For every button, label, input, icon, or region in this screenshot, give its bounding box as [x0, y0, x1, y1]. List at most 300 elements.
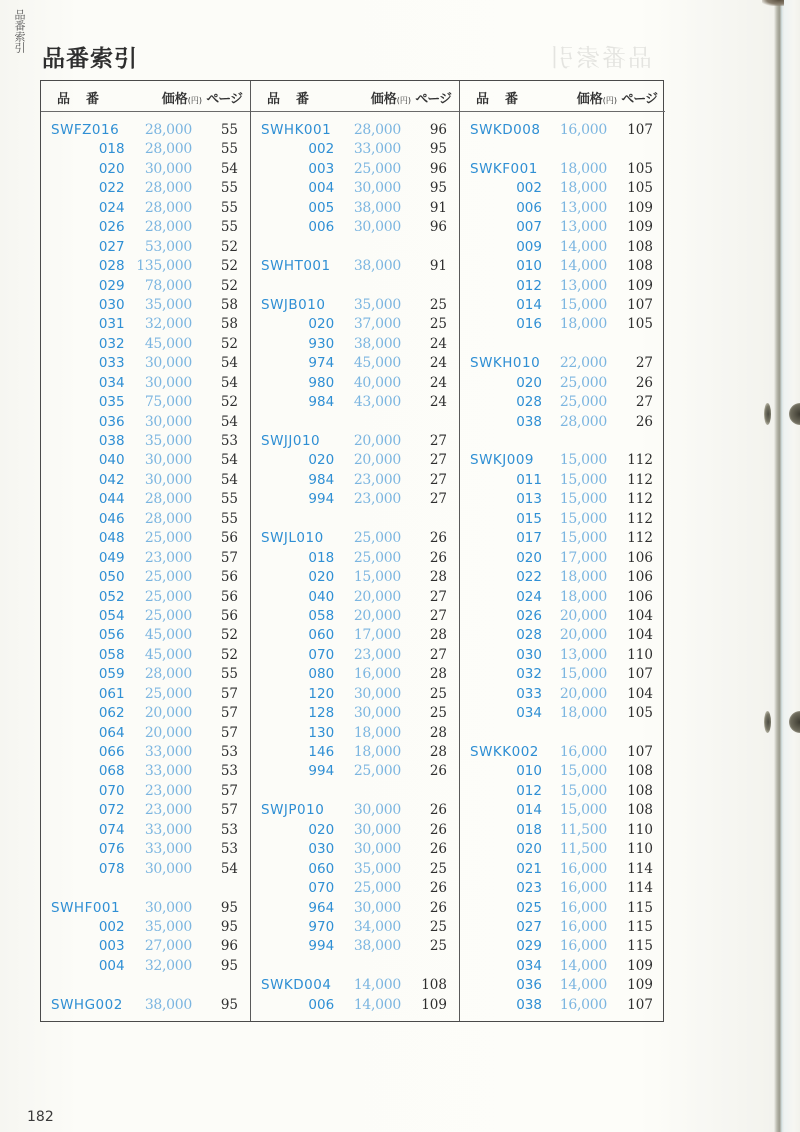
price: 25,000: [353, 549, 401, 566]
table-row: [41, 685, 250, 704]
part-number-suffix: 002: [516, 180, 542, 197]
price: 38,000: [353, 335, 401, 352]
part-number-suffix: 025: [516, 899, 542, 916]
page-reference: 56: [220, 530, 238, 547]
page-reference: 25: [429, 918, 447, 935]
page-reference: 56: [220, 607, 238, 624]
price: 23,000: [144, 782, 192, 799]
part-number-suffix: 033: [516, 685, 542, 702]
price: 14,000: [559, 957, 607, 974]
page-reference: 107: [627, 296, 653, 313]
part-number-suffix: 032: [516, 666, 542, 683]
table-row: [251, 762, 459, 781]
price: 15,000: [353, 569, 401, 586]
part-number-suffix: 066: [98, 744, 125, 760]
page-reference: 27: [429, 646, 447, 663]
part-number-suffix: 003: [98, 938, 125, 955]
page-reference: 27: [429, 433, 447, 449]
page-reference: 52: [220, 335, 238, 352]
price: 34,000: [353, 918, 401, 935]
page-reference: 109: [627, 977, 653, 994]
price: 20,000: [353, 607, 401, 624]
part-number-full: SWKD008: [470, 122, 541, 138]
page-reference: 107: [627, 996, 653, 1013]
page-reference: 27: [635, 394, 653, 411]
price: 14,000: [353, 977, 401, 994]
part-number-suffix: 002: [308, 141, 335, 158]
page-reference: 105: [627, 160, 653, 177]
page-reference: 95: [220, 996, 238, 1013]
binder-hole-icon: [764, 403, 771, 425]
page-reference: 52: [220, 238, 238, 255]
price: 30,000: [144, 471, 192, 488]
price: 22,000: [559, 355, 607, 372]
table-row: [460, 393, 665, 412]
part-number-suffix: 033: [98, 355, 125, 372]
price: 25,000: [144, 530, 192, 547]
blank-row: [41, 879, 250, 898]
table-row: [251, 976, 459, 995]
price: 45,000: [144, 627, 192, 644]
table-row: [41, 296, 250, 315]
page-reference: 107: [627, 744, 653, 760]
table-row: [251, 179, 459, 198]
price: 135,000: [136, 258, 192, 275]
blank-row: [460, 724, 665, 743]
table-row: [41, 277, 250, 296]
price: 28,000: [559, 413, 607, 430]
table-row: [460, 665, 665, 684]
part-number-suffix: 068: [98, 763, 125, 780]
page-reference: 26: [429, 821, 447, 838]
part-number-full: SWKK002: [470, 744, 539, 760]
table-row: [460, 937, 665, 956]
table-row: [41, 762, 250, 781]
page-reference: 54: [220, 160, 238, 177]
price: 16,000: [559, 996, 607, 1013]
page-reference: 26: [429, 763, 447, 780]
part-number-suffix: 984: [308, 394, 335, 411]
page-reference: 25: [429, 860, 447, 877]
part-number-suffix: 022: [98, 180, 125, 197]
table-row: [41, 568, 250, 587]
table-row: [460, 840, 665, 859]
table-row: [251, 801, 459, 820]
price: 16,000: [559, 744, 607, 760]
page-reference: 53: [220, 821, 238, 838]
page-reference: 25: [429, 685, 447, 702]
price: 32,000: [144, 316, 192, 333]
page-reference: 95: [429, 141, 447, 158]
part-number-suffix: 146: [308, 744, 335, 760]
page-reference: 27: [429, 491, 447, 508]
part-number-suffix: 034: [98, 374, 125, 391]
row-list: [251, 121, 459, 1015]
next-page-edge: [784, 0, 800, 1132]
table-row: [41, 588, 250, 607]
page-reference: 53: [220, 433, 238, 449]
page-reference: 57: [220, 685, 238, 702]
column-header: [460, 81, 665, 112]
table-row: [251, 471, 459, 490]
table-row: [460, 160, 665, 179]
part-number-suffix: 070: [98, 782, 125, 799]
page-reference: 26: [429, 802, 447, 819]
page-reference: 55: [220, 180, 238, 197]
table-row: [251, 918, 459, 937]
part-number-full: SWJJ010: [261, 433, 321, 449]
table-row: [251, 840, 459, 859]
table-row: [41, 899, 250, 918]
price: 14,000: [559, 258, 607, 275]
price: 18,000: [559, 160, 607, 177]
page-reference: 28: [429, 569, 447, 586]
page-reference: 104: [627, 627, 653, 644]
table-row: [251, 568, 459, 587]
price: 20,000: [559, 607, 607, 624]
table-row: [460, 860, 665, 879]
column-header: [251, 81, 459, 112]
page-reference: 105: [627, 180, 653, 197]
part-number-suffix: 027: [516, 918, 542, 935]
page-reference: 110: [627, 841, 653, 858]
table-row: [41, 724, 250, 743]
index-column-2: [250, 81, 459, 1021]
part-number-suffix: 070: [308, 880, 335, 897]
part-number-full: SWHF001: [51, 899, 121, 916]
page-reference: 114: [627, 880, 653, 897]
part-number-suffix: 030: [308, 841, 335, 858]
part-number-suffix: 994: [308, 938, 335, 955]
page-reference: 28: [429, 627, 447, 644]
page-reference: 26: [635, 413, 653, 430]
price: 15,000: [559, 452, 607, 469]
price: 16,000: [559, 938, 607, 955]
page-reference: 58: [220, 316, 238, 333]
table-row: [41, 238, 250, 257]
blank-row: [251, 238, 459, 257]
page-reference: 56: [220, 569, 238, 586]
price: 32,000: [144, 957, 192, 974]
price: 25,000: [559, 374, 607, 391]
table-row: [41, 218, 250, 237]
price: 30,000: [353, 899, 401, 916]
price: 15,000: [559, 296, 607, 313]
price: 35,000: [144, 433, 192, 449]
part-number-suffix: 020: [516, 841, 542, 858]
table-row: [460, 801, 665, 820]
page-reference: 110: [627, 821, 653, 838]
price: 11,500: [559, 821, 607, 838]
part-number-suffix: 970: [308, 918, 335, 935]
table-row: [251, 646, 459, 665]
price: 28,000: [144, 666, 192, 683]
table-row: [41, 490, 250, 509]
part-number-suffix: 006: [308, 996, 335, 1013]
part-number-suffix: 074: [98, 821, 125, 838]
page-reference: 108: [627, 802, 653, 819]
part-number-suffix: 078: [98, 860, 125, 877]
price: 25,000: [353, 160, 401, 177]
binder-spine: [774, 0, 784, 1132]
page-reference: 104: [627, 607, 653, 624]
table-row: [460, 510, 665, 529]
page-reference: 54: [220, 860, 238, 877]
part-number-full: SWKF001: [470, 160, 538, 177]
page-reference: 25: [429, 316, 447, 333]
price: 30,000: [144, 860, 192, 877]
part-number-suffix: 060: [308, 627, 335, 644]
table-row: [251, 937, 459, 956]
binder-hole-icon: [764, 711, 771, 733]
part-number-full: SWFZ016: [51, 122, 120, 138]
page-reference: 55: [220, 510, 238, 527]
page-reference: 54: [220, 413, 238, 430]
table-row: [41, 840, 250, 859]
page-reference: 25: [429, 296, 447, 313]
part-number-suffix: 020: [308, 821, 335, 838]
table-row: [251, 432, 459, 451]
table-row: [41, 607, 250, 626]
page-reference: 26: [635, 374, 653, 391]
part-number-suffix: 052: [98, 588, 125, 605]
part-number-suffix: 029: [98, 277, 125, 294]
part-number-full: SWJP010: [261, 802, 325, 819]
price: 20,000: [353, 452, 401, 469]
table-row: [41, 996, 250, 1015]
price: 20,000: [144, 705, 192, 722]
part-number-suffix: 005: [308, 199, 335, 216]
page-reference: 91: [429, 258, 447, 275]
page-reference: 58: [220, 296, 238, 313]
part-number-suffix: 038: [516, 996, 542, 1013]
table-row: [251, 393, 459, 412]
header-price: 価格(円): [576, 92, 617, 107]
table-row: [41, 335, 250, 354]
page-reference: 27: [429, 588, 447, 605]
page-reference: 109: [627, 199, 653, 216]
price: 15,000: [559, 471, 607, 488]
page-reference: 107: [627, 122, 653, 138]
blank-row: [251, 277, 459, 296]
price: 16,000: [559, 899, 607, 916]
part-number-suffix: 050: [98, 569, 125, 586]
page-reference: 57: [220, 549, 238, 566]
part-number-suffix: 014: [516, 296, 542, 313]
table-row: [251, 743, 459, 762]
page-reference: 114: [627, 860, 653, 877]
price: 35,000: [144, 296, 192, 313]
table-row: [41, 646, 250, 665]
table-row: [41, 354, 250, 373]
part-number-suffix: 030: [98, 296, 125, 313]
part-number-suffix: 984: [308, 471, 335, 488]
part-number-suffix: 018: [98, 141, 125, 158]
table-row: [41, 860, 250, 879]
table-row: [251, 860, 459, 879]
page-reference: 26: [429, 549, 447, 566]
table-row: [251, 685, 459, 704]
table-row: [251, 704, 459, 723]
part-number-suffix: 058: [98, 646, 125, 663]
part-number-suffix: 006: [308, 219, 335, 236]
table-row: [41, 374, 250, 393]
price: 23,000: [353, 646, 401, 663]
part-number-suffix: 044: [98, 491, 125, 508]
table-row: [41, 160, 250, 179]
part-number-full: SWKD004: [261, 977, 332, 994]
price: 15,000: [559, 802, 607, 819]
table-row: [460, 179, 665, 198]
price: 18,000: [559, 180, 607, 197]
table-row: [460, 490, 665, 509]
page-reference: 109: [627, 277, 653, 294]
part-number-suffix: 048: [98, 530, 125, 547]
table-row: [460, 218, 665, 237]
part-number-suffix: 026: [98, 219, 125, 236]
price: 38,000: [353, 258, 401, 275]
table-row: [41, 704, 250, 723]
page-reference: 53: [220, 744, 238, 760]
table-row: [460, 568, 665, 587]
table-row: [460, 743, 665, 762]
page-reference: 27: [635, 355, 653, 372]
table-row: [460, 976, 665, 995]
header-price: 価格(円): [370, 92, 411, 107]
page-reference: 52: [220, 258, 238, 275]
table-row: [41, 529, 250, 548]
price: 30,000: [144, 374, 192, 391]
table-row: [460, 782, 665, 801]
part-number-suffix: 058: [308, 607, 335, 624]
header-page: ページ: [621, 92, 657, 107]
page-reference: 106: [627, 569, 653, 586]
page-reference: 108: [421, 977, 447, 994]
part-number-suffix: 002: [98, 918, 125, 935]
part-number-suffix: 009: [516, 238, 542, 255]
part-number-suffix: 036: [98, 413, 125, 430]
price: 25,000: [144, 685, 192, 702]
price: 33,000: [144, 763, 192, 780]
price: 30,000: [144, 413, 192, 430]
page-reference: 112: [627, 491, 653, 508]
part-number-suffix: 027: [98, 238, 125, 255]
table-row: [460, 529, 665, 548]
blank-row: [460, 432, 665, 451]
price: 30,000: [144, 452, 192, 469]
price: 33,000: [144, 841, 192, 858]
price: 28,000: [353, 122, 401, 138]
table-row: [460, 588, 665, 607]
row-list: [41, 121, 250, 1015]
table-row: [251, 549, 459, 568]
table-row: [251, 879, 459, 898]
price: 20,000: [559, 685, 607, 702]
part-number-suffix: 024: [516, 588, 542, 605]
price: 23,000: [144, 549, 192, 566]
price: 30,000: [144, 355, 192, 372]
price: 30,000: [353, 705, 401, 722]
price: 30,000: [353, 685, 401, 702]
price: 25,000: [144, 569, 192, 586]
price: 25,000: [353, 530, 401, 547]
part-number-suffix: 028: [98, 258, 125, 275]
page-reference: 26: [429, 841, 447, 858]
table-row: [41, 549, 250, 568]
part-number-suffix: 026: [516, 607, 542, 624]
table-row: [41, 140, 250, 159]
part-number-suffix: 994: [308, 763, 335, 780]
header-part-number: 品番: [57, 92, 116, 107]
table-row: [460, 354, 665, 373]
price: 45,000: [144, 646, 192, 663]
page-reference: 26: [429, 880, 447, 897]
price: 14,000: [559, 977, 607, 994]
table-row: [251, 821, 459, 840]
table-row: [251, 626, 459, 645]
table-row: [41, 432, 250, 451]
part-number-full: SWHT001: [261, 258, 331, 275]
table-row: [460, 374, 665, 393]
part-number-suffix: 032: [98, 335, 125, 352]
part-number-suffix: 076: [98, 841, 125, 858]
page-reference: 24: [429, 335, 447, 352]
header-part-number: 品番: [267, 92, 326, 107]
table-row: [251, 160, 459, 179]
page-reference: 106: [627, 549, 653, 566]
part-number-suffix: 010: [516, 258, 542, 275]
table-row: [460, 996, 665, 1015]
page-reference: 55: [220, 141, 238, 158]
part-number-suffix: 020: [516, 549, 542, 566]
page-reference: 108: [627, 782, 653, 799]
part-number-suffix: 029: [516, 938, 542, 955]
price: 15,000: [559, 666, 607, 683]
page-reference: 115: [627, 918, 653, 935]
price: 25,000: [144, 607, 192, 624]
index-column-1: [41, 81, 250, 1021]
price: 20,000: [353, 433, 401, 449]
page-reference: 108: [627, 258, 653, 275]
table-row: [41, 957, 250, 976]
show-through-title: 品番索引: [548, 44, 652, 72]
table-row: [251, 315, 459, 334]
page-reference: 112: [627, 510, 653, 527]
table-row: [460, 646, 665, 665]
blank-row: [460, 140, 665, 159]
part-number-suffix: 020: [516, 374, 542, 391]
part-number-suffix: 128: [308, 705, 335, 722]
table-row: [460, 685, 665, 704]
table-row: [460, 199, 665, 218]
part-number-suffix: 980: [308, 374, 335, 391]
part-number-suffix: 004: [98, 957, 125, 974]
part-number-suffix: 130: [308, 724, 335, 741]
part-number-suffix: 120: [308, 685, 335, 702]
price: 25,000: [353, 763, 401, 780]
price: 28,000: [144, 141, 192, 158]
part-number-suffix: 974: [308, 355, 335, 372]
table-row: [41, 199, 250, 218]
price: 15,000: [559, 763, 607, 780]
part-number-suffix: 930: [308, 335, 335, 352]
page-reference: 52: [220, 627, 238, 644]
page-reference: 56: [220, 588, 238, 605]
table-row: [460, 762, 665, 781]
page-reference: 27: [429, 452, 447, 469]
part-number-suffix: 028: [516, 627, 542, 644]
table-row: [251, 996, 459, 1015]
